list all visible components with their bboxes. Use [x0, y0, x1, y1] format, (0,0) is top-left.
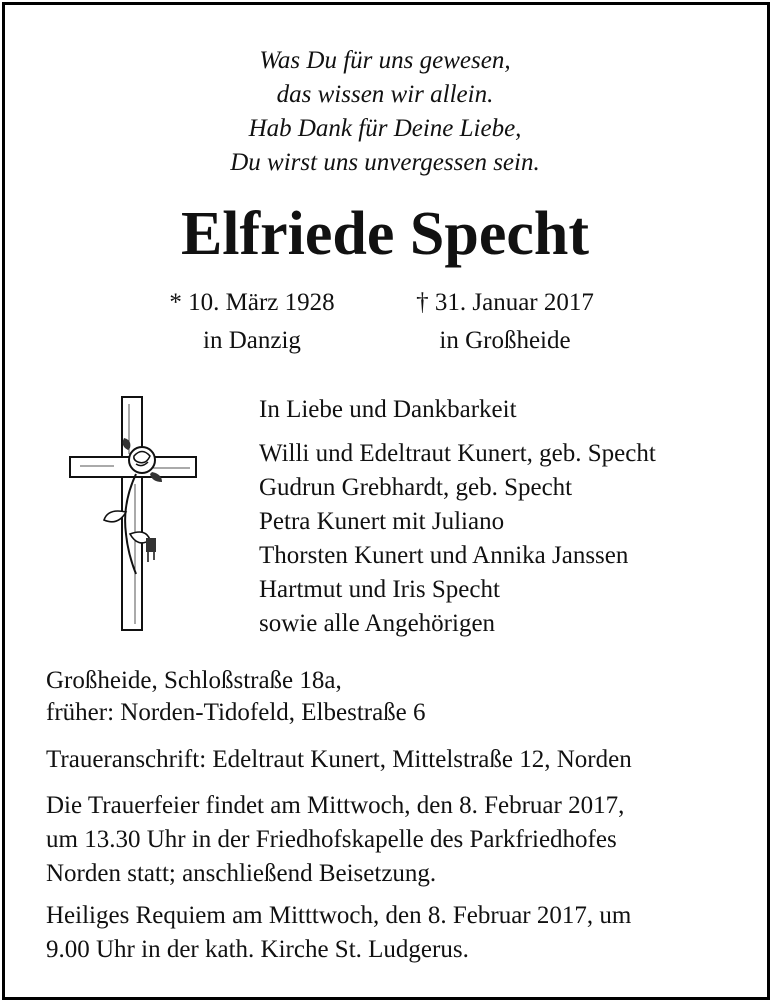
poem [0, 44, 770, 180]
funeral-line: Die Trauerfeier findet am Mittwoch, den 8. Februar 2017, [46, 792, 625, 819]
death-date: † 31. Januar 2017 [416, 289, 594, 316]
birth-place: in Danzig [203, 327, 301, 354]
mourners-intro: In Liebe und Dankbarkeit [259, 396, 517, 423]
poem-line: Hab Dank für Deine Liebe, [248, 115, 522, 142]
funeral-info [46, 789, 624, 891]
address-former: früher: Norden-Tidofeld, Elbestraße 6 [46, 699, 426, 726]
mourner-line: sowie alle Angehörigen [259, 610, 496, 637]
mourner-line: Hartmut und Iris Specht [259, 576, 500, 603]
address-current: Großheide, Schloßstraße 18a, [46, 667, 342, 694]
residence-address [46, 665, 426, 729]
poem-line: Was Du für uns gewesen, [259, 47, 511, 74]
cross-with-rose-icon [66, 394, 200, 634]
requiem-line: 9.00 Uhr in der kath. Kirche St. Ludgerus. [46, 936, 469, 963]
requiem-info [46, 899, 631, 967]
mourner-line: Petra Kunert mit Juliano [259, 508, 505, 535]
funeral-line: um 13.30 Uhr in der Friedhofskapelle des Parkfriedhofes [46, 826, 617, 853]
death-info [385, 284, 625, 360]
mourner-line: Thorsten Kunert und Annika Janssen [259, 542, 629, 569]
requiem-line: Heiliges Requiem am Mitttwoch, den 8. Februar 2017, um [46, 902, 632, 929]
deceased-name: Elfriede Specht [180, 200, 590, 268]
mourner-line: Willi und Edeltraut Kunert, geb. Specht [259, 440, 656, 467]
trauer-address: Traueranschrift: Edeltraut Kunert, Mittelstraße 12, Norden [46, 746, 632, 773]
funeral-line: Norden statt; anschließend Beisetzung. [46, 860, 437, 887]
birth-date: * 10. März 1928 [169, 289, 335, 316]
poem-line: Du wirst uns unvergessen sein. [230, 149, 540, 176]
death-place: in Großheide [439, 327, 571, 354]
birth-info [152, 284, 352, 360]
mourners [259, 393, 656, 641]
mourner-line: Gudrun Grebhardt, geb. Specht [259, 474, 573, 501]
poem-line: das wissen wir allein. [276, 81, 494, 108]
